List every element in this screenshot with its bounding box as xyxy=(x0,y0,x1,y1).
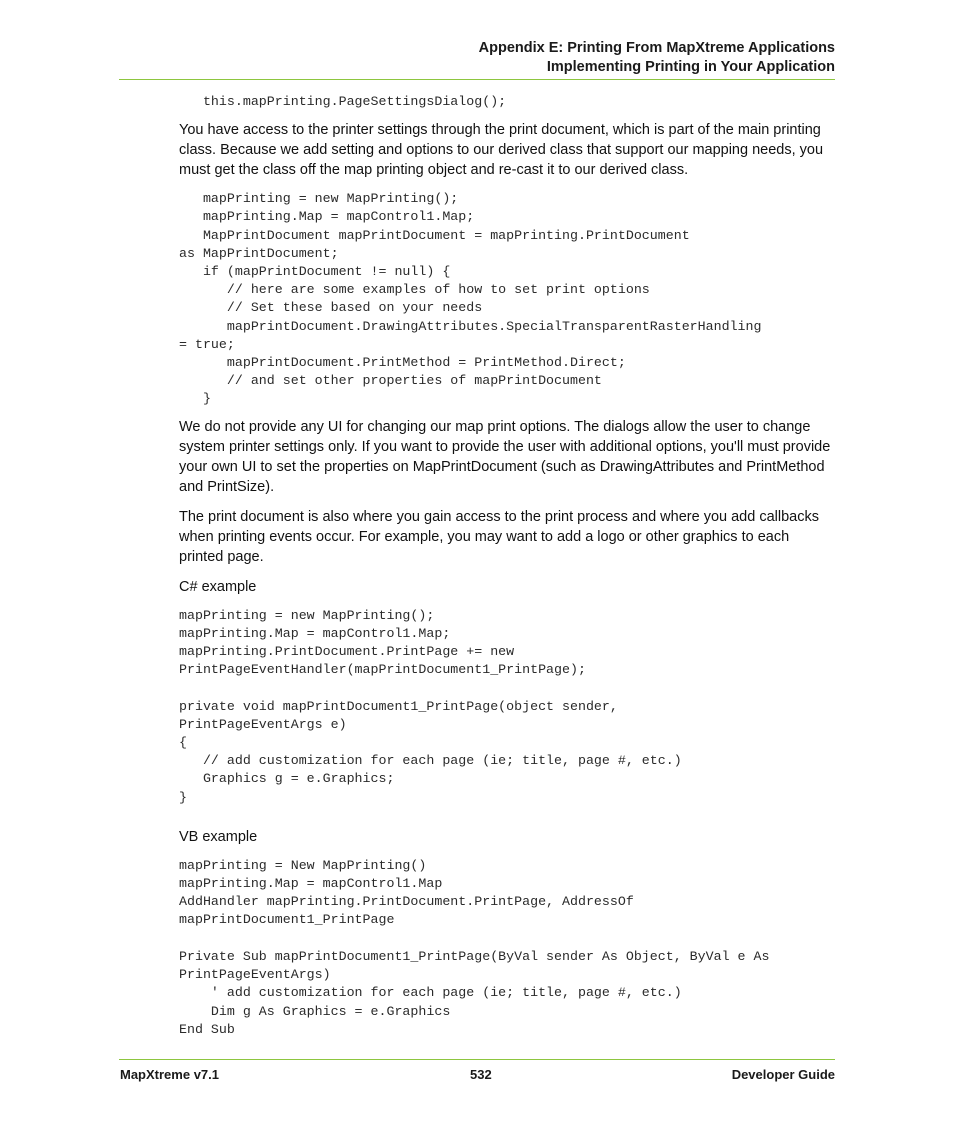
page-body xyxy=(179,93,835,1039)
code-block-vb: mapPrinting = New MapPrinting() mapPrinting.Map = mapControl1.Map AddHandler mapPrinting.PrintDocument.PrintPage, AddressOf mapPrintDocument1_PrintPage Private Sub mapPrintDocument1_PrintPage(ByVal sender As Object, ByVal e As PrintPageEventArgs) ' add customization for each page (ie; title, page #, etc.) Dim g As Graphics = e.Graphics End Sub xyxy=(179,857,770,1037)
header-section: Implementing Printing in Your Application xyxy=(546,59,835,75)
running-header xyxy=(120,39,835,77)
footer-page-number: 532 xyxy=(470,1067,492,1082)
running-footer xyxy=(120,1067,835,1085)
paragraph-printer-settings: You have access to the printer settings through the print document, which is part of the main printing class. Because we add setting and options to our derived class that support our mapping needs, you must get the class off the map printing object and re-cast it to our derived class. xyxy=(179,122,824,179)
header-chapter: Appendix E: Printing From MapXtreme Applications xyxy=(478,40,835,56)
code-block-map-print-document: mapPrinting = new MapPrinting(); mapPrinting.Map = mapControl1.Map; MapPrintDocument mapPrintDocument = mapPrinting.PrintDocument as MapPrintDocument; if (mapPrintDocument != null) { // here are some examples of how to set print options // Set these based on your needs mapPrintDocument.DrawingAttributes.SpecialTransparentRasterHandling = true; mapPrintDocument.PrintMethod = PrintMethod.Direct; // and set other properties of mapPrintDocument } xyxy=(179,191,762,407)
vb-example-label: VB example xyxy=(179,828,258,845)
code-block-page-settings: this.mapPrinting.PageSettingsDialog(); xyxy=(179,94,507,109)
footer-guide: Developer Guide xyxy=(731,1067,835,1082)
paragraph-ui-options: We do not provide any UI for changing our map print options. The dialogs allow the user to change system printer settings only. If you want to provide the user with additional options, you'll must provide your own UI to set the properties on MapPrintDocument (such as DrawingAttributes and PrintMethod and PrintSize). xyxy=(179,418,831,495)
footer-rule xyxy=(119,1059,835,1060)
header-rule xyxy=(119,79,835,80)
paragraph-print-document: The print document is also where you gain access to the print process and where you add callbacks when printing events occur. For example, you may want to add a logo or other graphics to each printed page. xyxy=(179,508,819,565)
code-block-csharp: mapPrinting = new MapPrinting(); mapPrinting.Map = mapControl1.Map; mapPrinting.PrintDocument.PrintPage += new PrintPageEventHandler(mapPrintDocument1_PrintPage); private void mapPrintDocument1_PrintPage(object sender, PrintPageEventArgs e) { // add customization for each page (ie; title, page #, etc.) Graphics g = e.Graphics; } xyxy=(179,607,682,805)
csharp-example-label: C# example xyxy=(179,578,257,595)
footer-product: MapXtreme v7.1 xyxy=(120,1067,219,1082)
